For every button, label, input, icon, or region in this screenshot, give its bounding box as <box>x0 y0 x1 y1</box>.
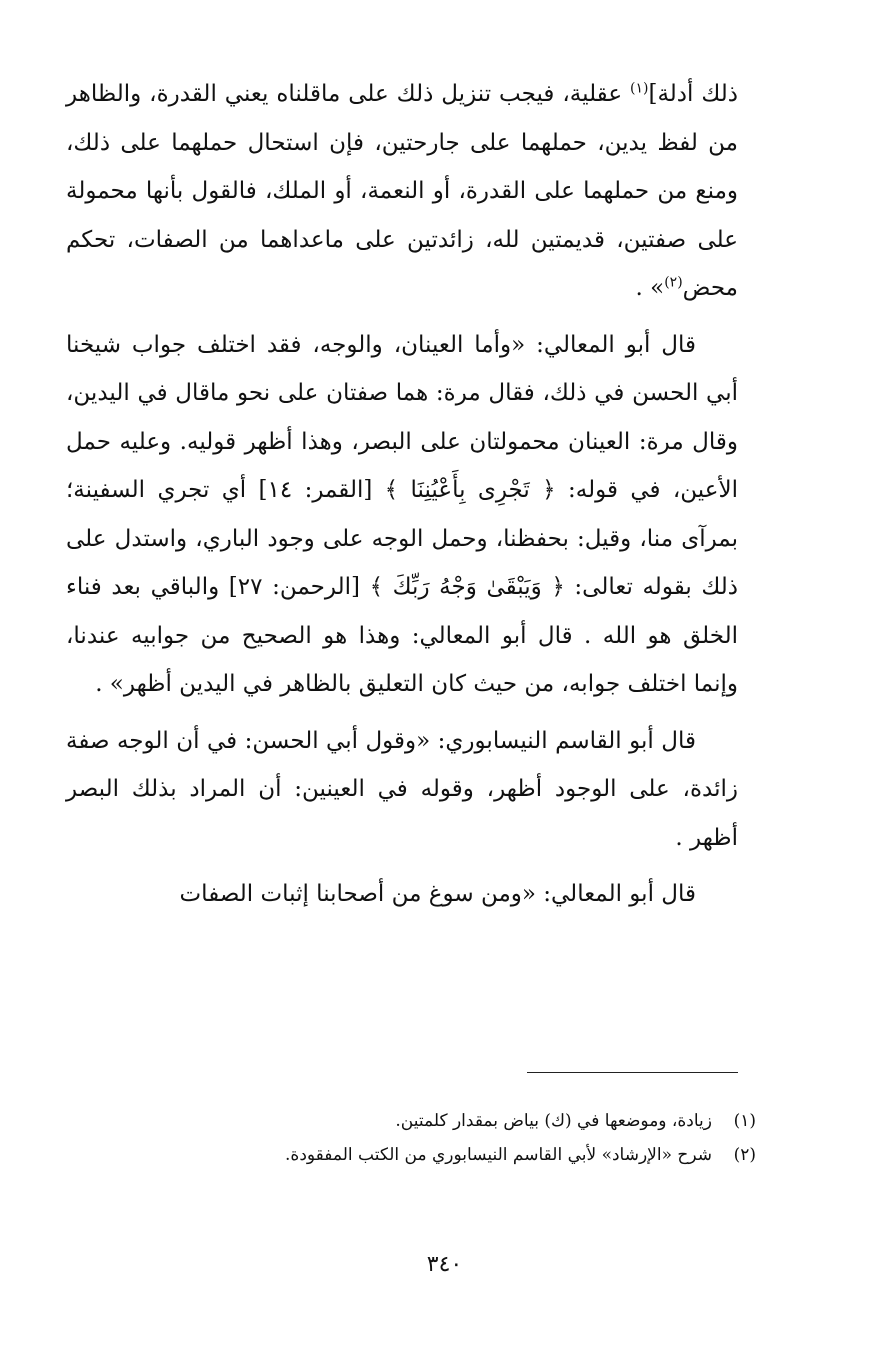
footnote-reference-2[interactable]: (٢) <box>664 274 683 291</box>
paragraph-1-opening: ذلك أدلة] <box>648 81 738 107</box>
footnotes <box>120 1104 756 1172</box>
paragraph-1-closing: » . <box>635 275 665 301</box>
paragraph-3: قال أبو القاسم النيسابوري: «وقول أبي الحسن: في أن الوجه صفة زائدة، على الوجود أظهر، وقوله في العينين: أن المراد بذلك البصر أظهر . <box>66 727 738 851</box>
main-text <box>66 70 738 919</box>
paragraph-2: قال أبو المعالي: «وأما العينان، والوجه، فقد اختلف جواب شيخنا أبي الحسن في ذلك، فقال مرة: هما صفتان على نحو ماقال في اليدين، وقال مرة: العينان محمولتان على البصر، وهذا أظهر قوليه. وعليه حمل الأعين، في قوله: ﴿ تَجْرِى بِأَعْيُنِنَا ﴾ [القمر: ١٤] أي تجري السفينة؛ بمرآى منا، وقيل: بحفظنا، وحمل الوجه على وجود الباري، واستدل على ذلك بقوله تعالى: ﴿ وَيَبْقَىٰ وَجْهُ رَبِّكَ ﴾ [الرحمن: ٢٧] والباقي بعد فناء الخلق هو الله . قال أبو المعالي: وهذا هو الصحيح من جوابيه عندنا، وإنما اختلف جوابه، من حيث كان التعليق بالظاهر في اليدين أظهر» . <box>66 331 738 697</box>
footnote-2 <box>120 1138 756 1172</box>
paragraph-1-body: عقلية، فيجب تنزيل ذلك على ماقلناه يعني القدرة، والظاهر من لفظ يدين، حملهما على جارحتين، فإن استحال حملهما على ذلك، ومنع من حملهما على القدرة، أو النعمة، أو الملك، فالقول بأنها محمولة على صفتين، قديمتين لله، زائدتين على ماعداهما من الصفات، تحكم محض <box>66 81 738 301</box>
paragraph-1 <box>66 70 738 313</box>
footnote-number: (٢) <box>733 1145 756 1165</box>
paragraph-4: قال أبو المعالي: «ومن سوغ من أصحابنا إثبات الصفات <box>179 881 696 907</box>
footnote-text: زيادة، وموضعها في (ك) بياض بمقدار كلمتين. <box>395 1111 712 1131</box>
footnote-separator <box>527 1072 738 1073</box>
footnote-text: شرح «الإرشاد» لأبي القاسم النيسابوري من الكتب المفقودة. <box>285 1145 712 1165</box>
footnote-1 <box>120 1104 756 1138</box>
footnote-reference-1[interactable]: (١) <box>630 80 649 97</box>
page-number: ٣٤٠ <box>426 1252 463 1277</box>
footnote-number: (١) <box>733 1111 756 1131</box>
